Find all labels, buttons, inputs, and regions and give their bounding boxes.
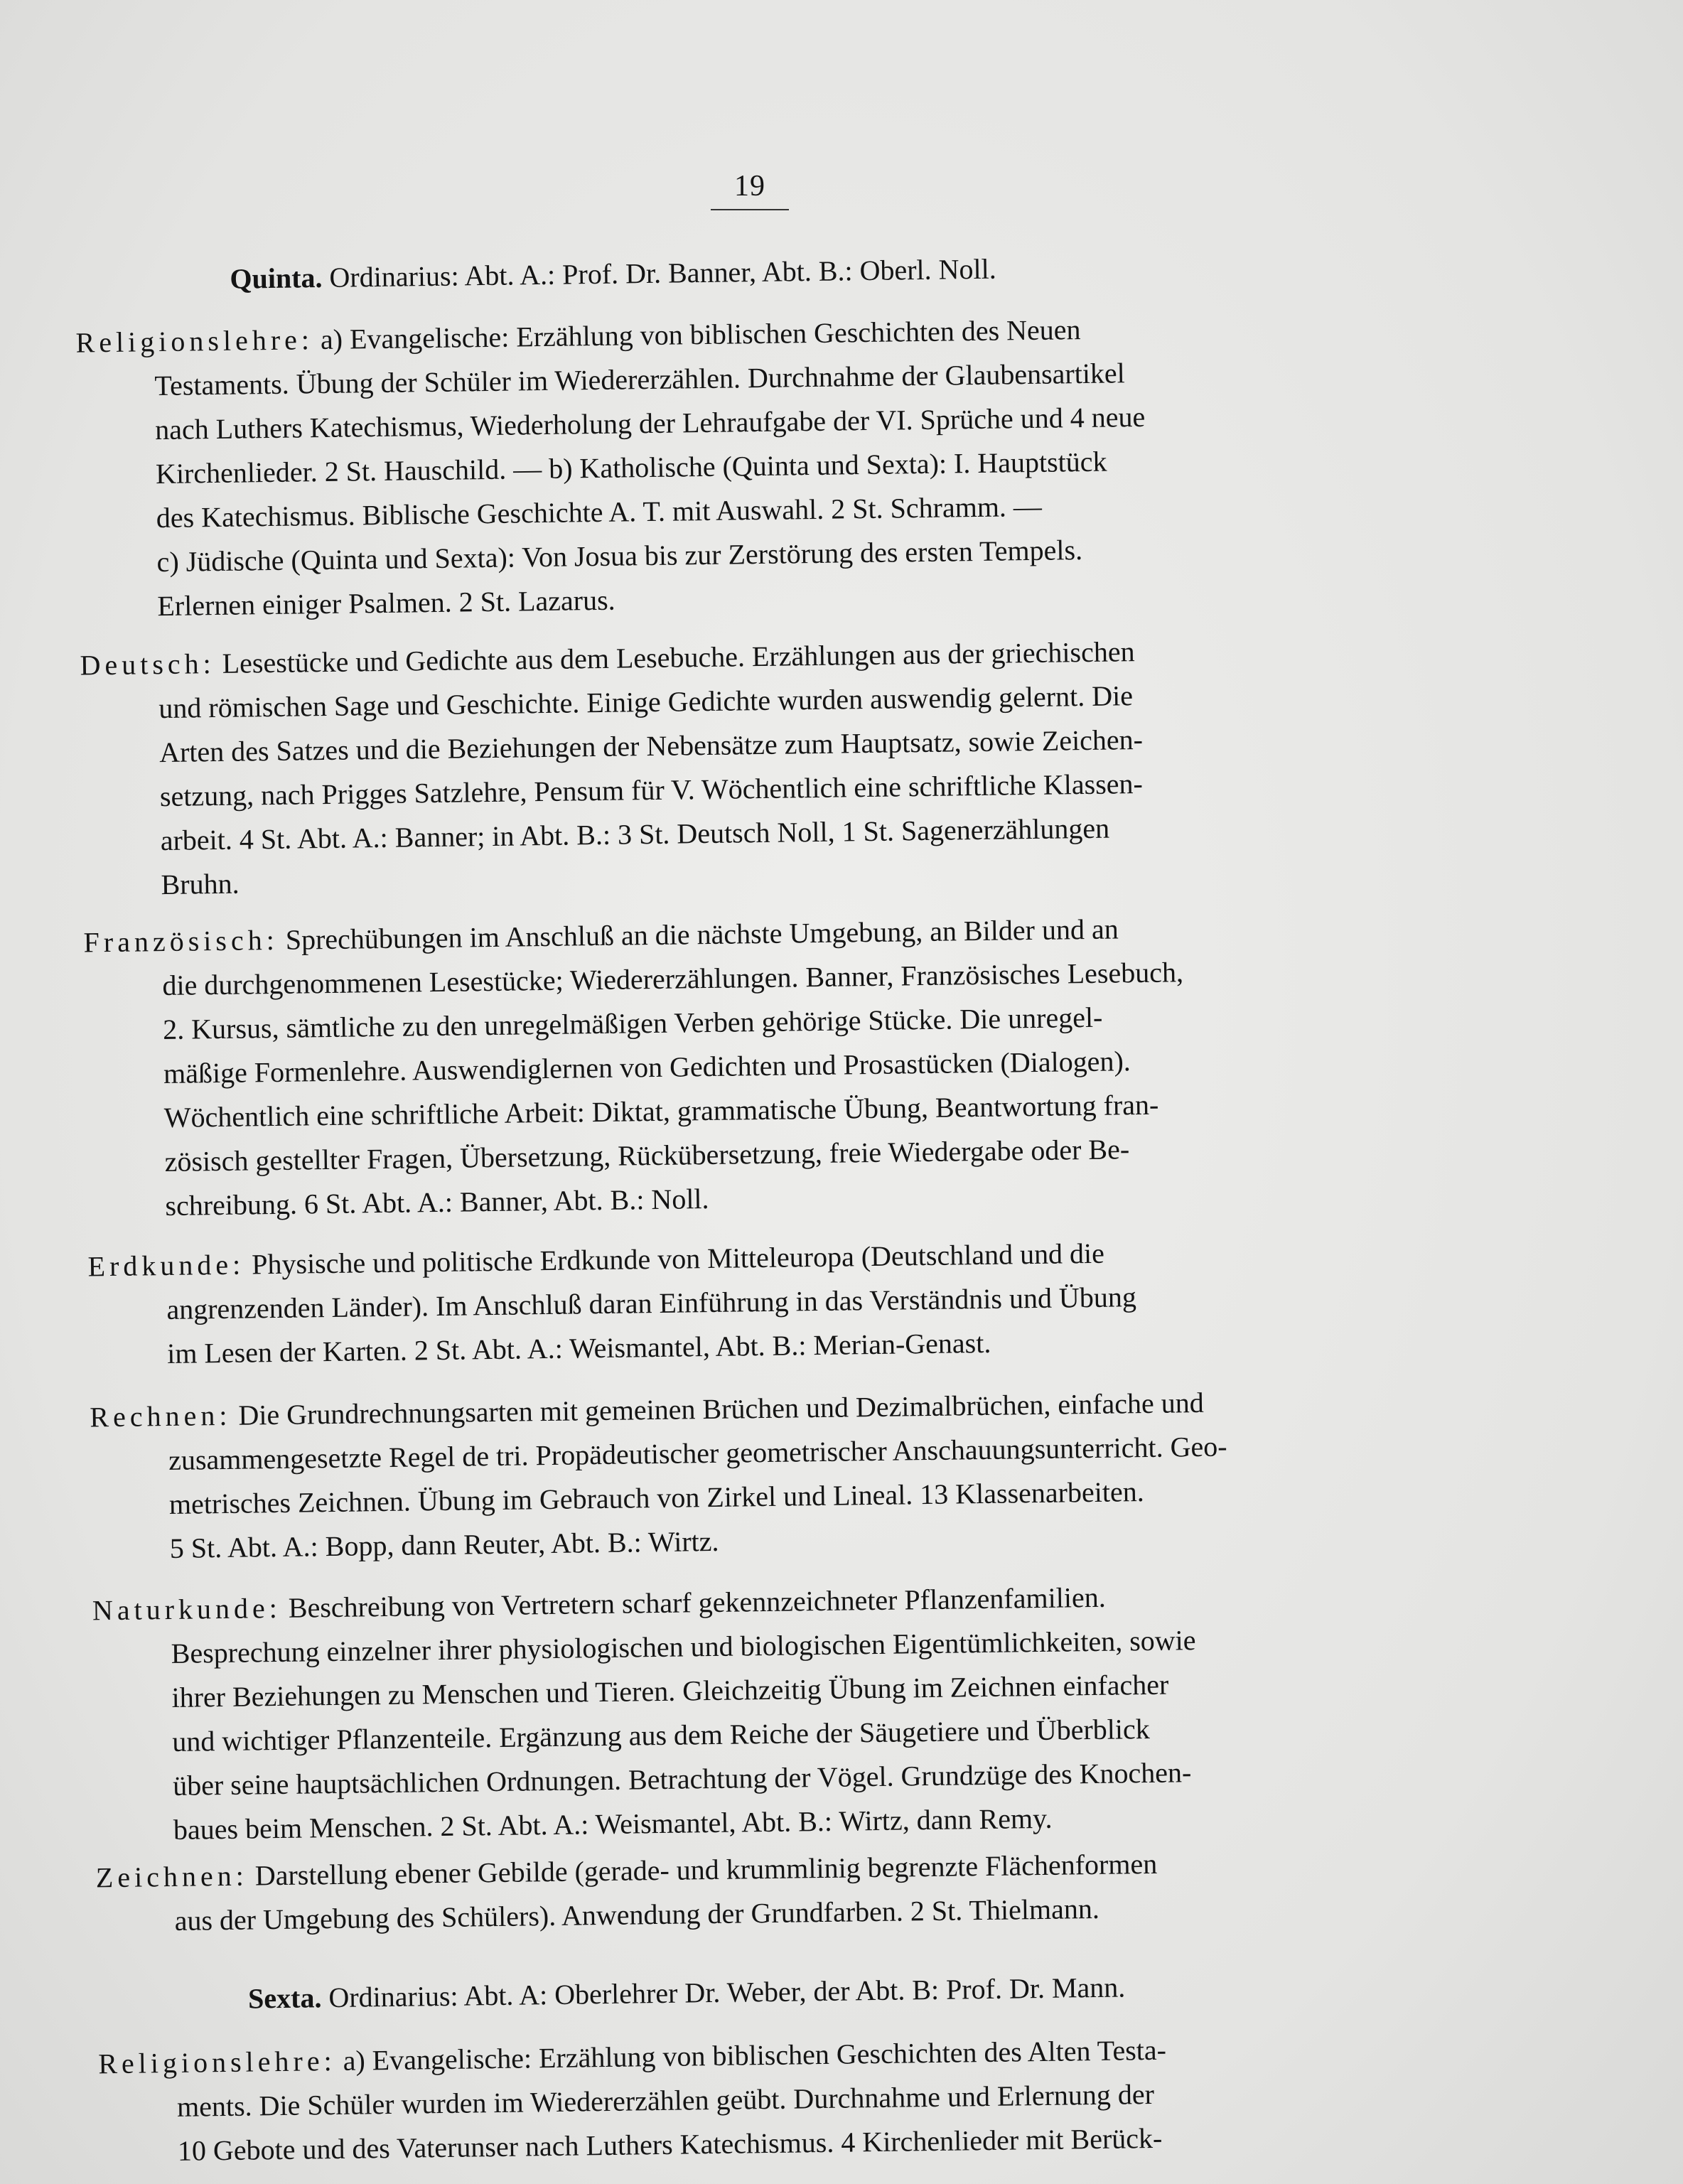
sexta-heading	[248, 1966, 1126, 2020]
text-line: die durchgenommenen Lesestücke; Wiedererzählungen. Banner, Französisches Lesebuch,	[162, 956, 1184, 1002]
text-line: a) Evangelische: Erzählung von biblischen Geschichten des Neuen	[320, 313, 1081, 356]
text-line: und wichtiger Pflanzenteile. Ergänzung aus dem Reiche der Säugetiere und Überblick	[172, 1712, 1150, 1758]
sexta-ordinarius: Ordinarius: Abt. A: Oberlehrer Dr. Weber, der Abt. B: Prof. Dr. Mann.	[328, 1971, 1126, 2014]
text-line: Physische und politische Erdkunde von Mitteleuropa (Deutschland und die	[251, 1237, 1105, 1281]
text-line: im Lesen der Karten. 2 St. Abt. A.: Weismantel, Abt. B.: Merian-Genast.	[166, 1326, 991, 1370]
text-line: a) Evangelische: Erzählung von biblischen Geschichten des Alten Testa-	[343, 2033, 1167, 2077]
text-line: nach Luthers Katechismus, Wiederholung der Lehraufgabe der VI. Sprüche und 4 neue	[154, 400, 1146, 446]
text-line: 10 Gebote und des Vaterunser nach Luthers Katechismus. 4 Kirchenlieder mit Berück-	[177, 2121, 1163, 2167]
text-line: Bruhn.	[161, 867, 240, 901]
text-line: über seine hauptsächlichen Ordnungen. Betrachtung der Vögel. Grundzüge des Knochen-	[172, 1756, 1192, 1802]
subject-label: Zeichnen:	[95, 1859, 249, 1894]
section-religionslehre-quinta	[75, 303, 1437, 630]
subject-label: Französisch:	[83, 923, 279, 959]
text-line: setzung, nach Prigges Satzlehre, Pensum für V. Wöchentlich eine schriftliche Klassen-	[159, 767, 1144, 813]
section-naturkunde	[92, 1571, 1453, 1853]
text-line: schreibung. 6 St. Abt. A.: Banner, Abt. B.: Noll.	[165, 1183, 709, 1222]
text-line: und römischen Sage und Geschichte. Einige Gedichte wurden auswendig gelernt. Die	[158, 679, 1134, 725]
section-religionslehre-sexta	[98, 2024, 1457, 2174]
text-line: Die Grundrechnungsarten mit gemeinen Brüchen und Dezimalbrüchen, einfache und	[238, 1386, 1205, 1431]
text-line: zösisch gestellter Fragen, Übersetzung, Rückübersetzung, freie Wiedergabe oder Be-	[164, 1133, 1130, 1178]
section-franzoesisch	[83, 903, 1445, 1229]
text-line: aus der Umgebung des Schülers). Anwendung der Grundfarben. 2 St. Thielmann.	[174, 1892, 1100, 1937]
text-line: Erlernen einiger Psalmen. 2 St. Lazarus.	[157, 583, 615, 623]
text-line: Wöchentlich eine schriftliche Arbeit: Diktat, grammatische Übung, Beantwortung fran-	[163, 1088, 1159, 1134]
text-line: Besprechung einzelner ihrer physiologischen und biologischen Eigentümlichkeiten, sowie	[171, 1624, 1196, 1669]
text-line: Arten des Satzes und die Beziehungen der Nebensätze zum Hauptsatz, sowie Zeichen-	[158, 723, 1144, 769]
text-line: baues beim Menschen. 2 St. Abt. A.: Weismantel, Abt. B.: Wirtz, dann Remy.	[173, 1802, 1053, 1846]
text-line: Lesestücke und Gedichte aus dem Lesebuche. Erzählungen aus der griechischen	[222, 635, 1135, 679]
subject-label: Naturkunde:	[92, 1591, 282, 1627]
text-line: ments. Die Schüler wurden im Wiedererzählen geübt. Durchnahme und Erlernung der	[176, 2077, 1155, 2123]
quinta-class-label: Quinta.	[230, 262, 323, 295]
text-line: 5 St. Abt. A.: Bopp, dann Reuter, Abt. B.: Wirtz.	[169, 1524, 719, 1564]
page-number: 19	[734, 170, 765, 203]
text-line: Darstellung ebener Gebilde (gerade- und krummlinig begrenzte Flächenformen	[254, 1847, 1158, 1892]
text-line: Sprechübungen im Anschluß an die nächste Umgebung, an Bilder und an	[285, 913, 1119, 956]
text-line: ihrer Beziehungen zu Menschen und Tieren. Gleichzeitig Übung im Zeichnen einfacher	[171, 1668, 1169, 1714]
text-line: metrisches Zeichnen. Übung im Gebrauch von Zirkel und Lineal. 13 Klassenarbeiten.	[168, 1475, 1144, 1520]
text-line: 2. Kursus, sämtliche zu den unregelmäßigen Verben gehörige Stücke. Die unregel-	[162, 1001, 1103, 1046]
subject-label: Religionslehre:	[75, 323, 314, 359]
page-number-rule	[711, 209, 789, 210]
text-line: des Katechismus. Biblische Geschichte A. T. mit Auswahl. 2 St. Schramm. —	[156, 490, 1043, 534]
subject-label: Religionslehre:	[97, 2044, 336, 2080]
text-line: Beschreibung von Vertretern scharf gekennzeichneter Pflanzenfamilien.	[288, 1581, 1106, 1624]
section-rechnen	[90, 1377, 1449, 1571]
text-line: Testaments. Übung der Schüler im Wiedererzählen. Durchnahme der Glaubensartikel	[154, 357, 1126, 402]
sexta-class-label: Sexta.	[247, 1981, 322, 2015]
section-zeichnen	[95, 1838, 1453, 1944]
section-erdkunde	[87, 1227, 1446, 1377]
text-line: arbeit. 4 St. Abt. A.: Banner; in Abt. B.: 3 St. Deutsch Noll, 1 St. Sagenerzählungen	[160, 812, 1110, 857]
quinta-ordinarius: Ordinarius: Abt. A.: Prof. Dr. Banner, Abt. B.: Oberl. Noll.	[329, 252, 997, 294]
text-line: c) Jüdische (Quinta und Sexta): Von Josua bis zur Zerstörung des ersten Tempels.	[156, 534, 1083, 579]
text-line: mäßige Formenlehre. Auswendiglernen von Gedichten und Prosastücken (Dialogen).	[163, 1045, 1131, 1090]
text-line: Kirchenlieder. 2 St. Hauschild. — b) Katholische (Quinta und Sexta): I. Hauptstück	[155, 445, 1107, 490]
quinta-heading	[230, 248, 996, 301]
subject-label: Deutsch:	[80, 647, 215, 682]
section-deutsch	[80, 626, 1441, 908]
subject-label: Erdkunde:	[87, 1248, 245, 1283]
text-line: angrenzenden Länder). Im Anschluß daran Einführung in das Verständnis und Übung	[166, 1281, 1137, 1326]
subject-label: Rechnen:	[90, 1399, 232, 1433]
text-line: zusammengesetzte Regel de tri. Propädeutischer geometrischer Anschauungsunterricht. Geo-	[168, 1430, 1227, 1476]
